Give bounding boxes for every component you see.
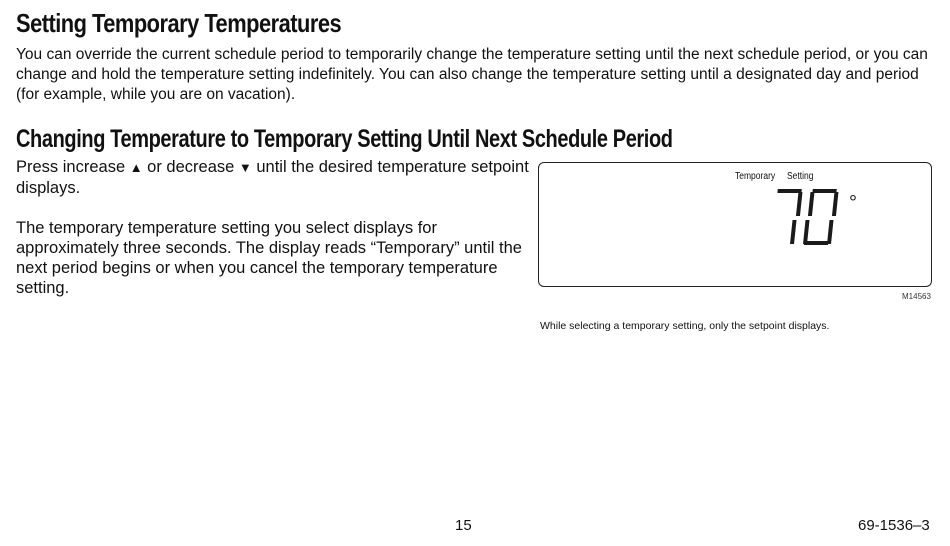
para1-middle: or decrease [142, 158, 239, 176]
instruction-text [16, 157, 536, 298]
down-arrow-icon: ▼ [238, 160, 252, 175]
thermostat-display [538, 162, 932, 287]
subsection-title: Changing Temperature to Temporary Setting Until Next Schedule Period [16, 125, 673, 153]
seven-segment-digit-7 [777, 189, 802, 244]
display-label-temporary: Temporary [735, 171, 776, 182]
up-arrow-icon: ▲ [129, 160, 143, 175]
document-number: 69-1536–3 [858, 517, 930, 534]
display-label-setting: Setting [787, 171, 814, 182]
figure-code: M14563 [902, 292, 931, 301]
para1-after: until the desired temperature setpoint displays. [16, 158, 529, 197]
seven-segment-digit-0 [803, 189, 838, 245]
instruction-paragraph-1 [16, 157, 536, 198]
figure-caption: While selecting a temporary setting, only the setpoint displays. [540, 320, 830, 332]
instruction-paragraph-2: The temporary temperature setting you select displays for approximately three seconds. The display reads “Temporary” until the next period begins or when you cancel the temporary temperature setting. [16, 219, 522, 297]
degree-symbol: ° [849, 192, 857, 214]
temperature-readout [771, 187, 871, 249]
section-intro: You can override the current schedule period to temporarily change the temperature setting until the next schedule period, or you can change and hold the temperature setting indefinitely. You can also change the temperature setting until a designated day and period (for example, while you are on vacation). [16, 46, 928, 103]
para1-before: Press increase [16, 158, 130, 176]
page-number: 15 [455, 517, 472, 534]
section-title: Setting Temporary Temperatures [16, 8, 342, 38]
